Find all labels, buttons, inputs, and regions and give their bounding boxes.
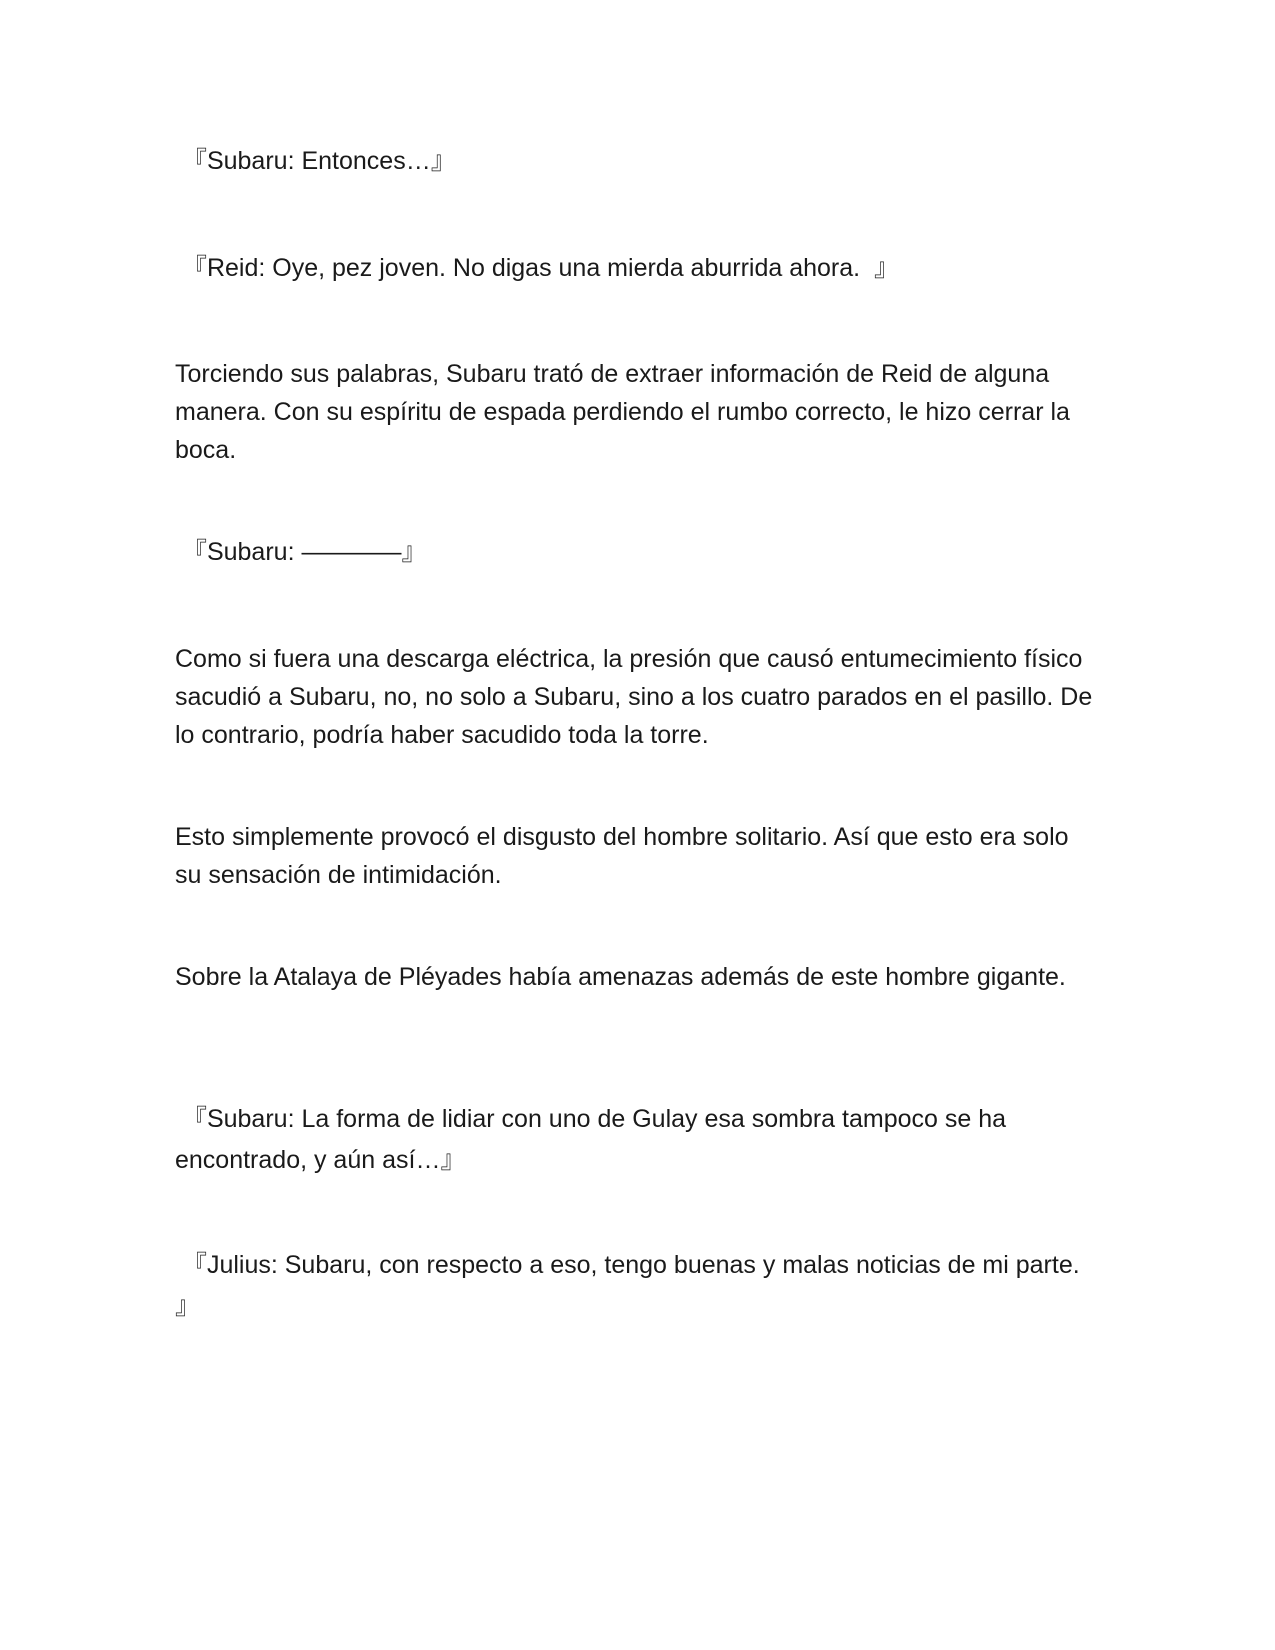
dialogue-line-subaru-gulay: 『Subaru: La forma de lidiar con uno de Gulay esa sombra tampoco se ha encontrado, y aún así…』	[175, 1105, 1013, 1174]
dialogue-line-subaru-dashes: 『Subaru: ————』	[175, 538, 427, 566]
dialogue-line-julius: 『Julius: Subaru, con respecto a eso, tengo buenas y malas noticias de mi parte. 』	[175, 1251, 1094, 1320]
dialogue-line-reid: 『Reid: Oye, pez joven. No digas una mierda aburrida ahora. 』	[175, 254, 899, 282]
narration-paragraph: Esto simplemente provocó el disgusto del hombre solitario. Así que esto era solo su sensación de intimidación.	[175, 823, 1076, 889]
narration-paragraph: Torciendo sus palabras, Subaru trató de extraer información de Reid de alguna manera. Con su espíritu de espada perdiendo el rumbo correcto, le hizo cerrar la boca.	[175, 360, 1077, 464]
narration-paragraph: Como si fuera una descarga eléctrica, la presión que causó entumecimiento físico sacudió a Subaru, no, no solo a Subaru, sino a los cuatro parados en el pasillo. De lo contrario, podría haber sacudido toda la torre.	[175, 645, 1100, 749]
narration-paragraph: Sobre la Atalaya de Pléyades había amenazas además de este hombre gigante.	[175, 963, 1066, 991]
dialogue-line-subaru-entonces: 『Subaru: Entonces…』	[175, 147, 456, 175]
